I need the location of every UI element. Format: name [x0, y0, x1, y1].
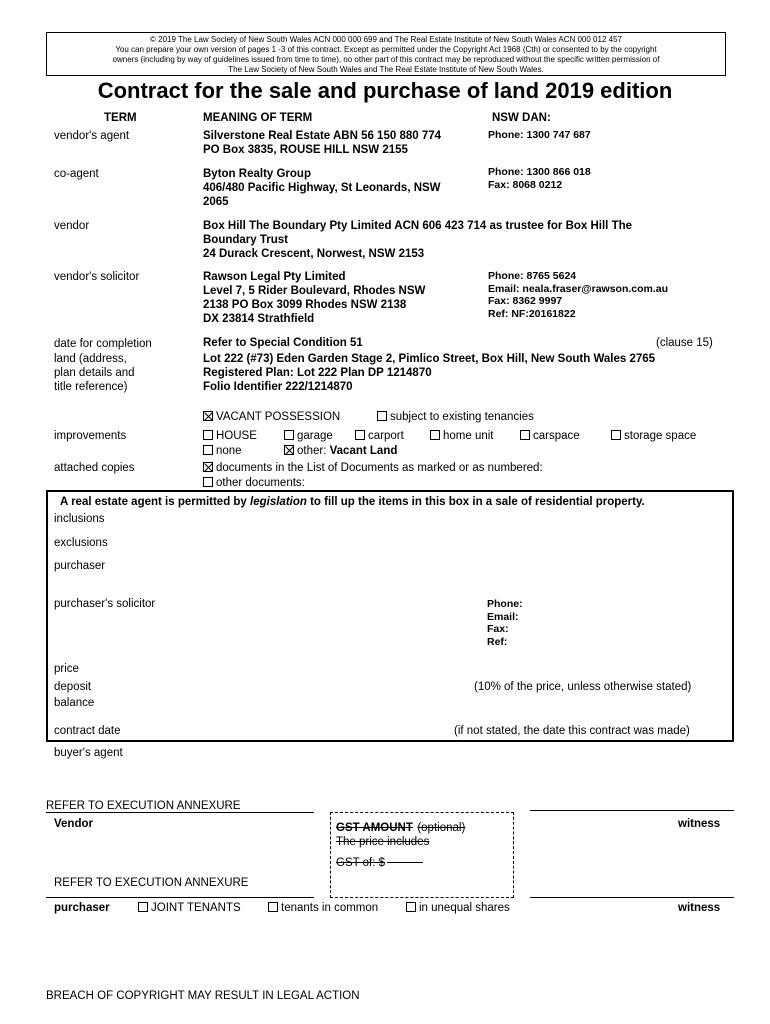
value-vendors-solicitor[interactable]: Rawson Legal Pty Limited Level 7, 5 Rider Boulevard, Rhodes NSW 2138 PO Box 3099 Rhodes NSW 2138 DX 23814 Strathfield — [203, 271, 426, 325]
checkbox-icon[interactable] — [355, 430, 365, 440]
improvement-other-value: Vacant Land — [329, 445, 398, 457]
checkbox-icon[interactable] — [138, 902, 148, 912]
deposit-note: (10% of the price, unless otherwise stated) — [474, 681, 692, 693]
checkbox-icon[interactable] — [611, 430, 621, 440]
gst-price-includes: The price includes — [336, 836, 430, 848]
copyright-line-3: owners (including by way of guidelines issued from time to time), no other part of this contract may be reproduced without the specific written permission of — [112, 55, 660, 64]
header-term: TERM — [104, 112, 137, 124]
label-inclusions: inclusions — [54, 513, 105, 525]
improvement-garage[interactable]: garage — [284, 429, 333, 443]
attached-other-option[interactable]: other documents: — [203, 476, 305, 490]
agent-box-heading: A real estate agent is permitted by legislation to fill up the items in this box in a sale of residential property. — [60, 496, 645, 508]
label-vendor: vendor — [54, 220, 90, 232]
checkbox-checked-icon[interactable] — [203, 462, 213, 472]
checkbox-icon[interactable] — [520, 430, 530, 440]
label-vendors-solicitor: vendor's solicitor — [54, 271, 140, 283]
label-co-agent: co-agent — [54, 168, 99, 180]
label-date-completion: date for completion — [54, 338, 152, 350]
label-purchaser-signature: purchaser — [54, 902, 110, 914]
copyright-line-2: You can prepare your own version of pages 1 -3 of this contract. Except as permitted under the Copyright Act 1968 (Cth) or consented to by the copyright — [115, 45, 657, 54]
witness2-signature-line — [530, 897, 734, 898]
checkbox-icon[interactable] — [406, 902, 416, 912]
improvement-carspace[interactable]: carspace — [520, 429, 580, 443]
label-purchasers-solicitor: purchaser's solicitor — [54, 598, 156, 610]
copyright-line-4: The Law Society of New South Wales and The Real Estate Institute of New South Wales. — [228, 65, 544, 74]
label-witness-2: witness — [678, 902, 721, 914]
checkbox-icon[interactable] — [377, 411, 387, 421]
label-price: price — [54, 663, 79, 675]
vendor-signature-line — [46, 812, 314, 813]
co-agent-contact: Phone: 1300 866 018 Fax: 8068 0212 — [488, 166, 591, 191]
joint-tenants-option[interactable]: JOINT TENANTS — [138, 901, 241, 915]
page-title: Contract for the sale and purchase of land 2019 edition — [97, 78, 673, 103]
tenants-in-common-option[interactable]: tenants in common — [268, 901, 378, 915]
clause-reference: (clause 15) — [656, 337, 713, 349]
improvement-home-unit[interactable]: home unit — [430, 429, 494, 443]
checkbox-icon[interactable] — [203, 430, 213, 440]
improvement-carport[interactable]: carport — [355, 429, 404, 443]
agent-box — [46, 490, 734, 742]
copyright-notice — [46, 32, 726, 76]
checkbox-icon[interactable] — [284, 430, 294, 440]
purchasers-solicitor-contact: Phone: Email: Fax: Ref: — [487, 598, 523, 648]
value-co-agent[interactable]: Byton Realty Group 406/480 Pacific Highway, St Leonards, NSW 2065 — [203, 168, 441, 208]
label-balance: balance — [54, 697, 95, 709]
improvement-none[interactable]: none — [203, 444, 242, 458]
improvement-house[interactable]: HOUSE — [203, 429, 257, 443]
gst-amount-heading: GST AMOUNT (optional) — [336, 822, 466, 834]
value-land[interactable]: Lot 222 (#73) Eden Garden Stage 2, Pimlico Street, Box Hill, New South Wales 2765 Registered Plan: Lot 222 Plan DP 1214870 Folio Identifier 222/1214870 — [203, 353, 656, 393]
label-witness-1: witness — [678, 818, 721, 830]
footer-copyright-warning: BREACH OF COPYRIGHT MAY RESULT IN LEGAL ACTION — [46, 990, 360, 1002]
unequal-shares-option[interactable]: in unequal shares — [406, 901, 510, 915]
header-nsw-dan: NSW DAN: — [492, 112, 551, 124]
checkbox-icon[interactable] — [203, 477, 213, 487]
vacant-possession-option[interactable]: VACANT POSSESSION — [203, 410, 340, 424]
label-attached-copies: attached copies — [54, 462, 135, 474]
value-vendor[interactable]: Box Hill The Boundary Pty Limited ACN 606 423 714 as trustee for Box Hill The Boundary Trust 24 Durack Crescent, Norwest, NSW 2153 — [203, 220, 633, 260]
label-purchaser: purchaser — [54, 560, 106, 572]
label-exclusions: exclusions — [54, 537, 108, 549]
improvement-storage[interactable]: storage space — [611, 429, 696, 443]
checkbox-checked-icon[interactable] — [284, 445, 294, 455]
value-date-completion[interactable]: Refer to Special Condition 51 — [203, 337, 363, 349]
label-land: land (address, plan details and title reference) — [54, 353, 135, 393]
value-vendors-agent[interactable]: Silverstone Real Estate ABN 56 150 880 774 PO Box 3835, ROUSE HILL NSW 2155 — [203, 130, 442, 156]
checkbox-icon[interactable] — [430, 430, 440, 440]
improvement-other[interactable]: other: Vacant Land — [284, 444, 397, 458]
copyright-line-1: © 2019 The Law Society of New South Wales ACN 000 000 699 and The Real Estate Institute of New South Wales ACN 000 012 457 — [150, 35, 622, 44]
label-vendor-signature: Vendor — [54, 818, 93, 830]
purchaser-signature-line — [46, 897, 314, 898]
header-meaning: MEANING OF TERM — [203, 112, 313, 124]
label-improvements: improvements — [54, 430, 127, 442]
execution-annexure-vendor: REFER TO EXECUTION ANNEXURE — [46, 800, 241, 812]
attached-documents-option[interactable]: documents in the List of Documents as marked or as numbered: — [203, 461, 543, 475]
vendors-agent-contact: Phone: 1300 747 687 — [488, 129, 591, 141]
gst-of-field[interactable]: GST of: $ — [336, 853, 423, 871]
checkbox-checked-icon[interactable] — [203, 411, 213, 421]
existing-tenancies-option[interactable]: subject to existing tenancies — [377, 410, 534, 424]
checkbox-icon[interactable] — [268, 902, 278, 912]
execution-annexure-purchaser: REFER TO EXECUTION ANNEXURE — [54, 877, 249, 889]
contract-date-note: (if not stated, the date this contract was made) — [454, 725, 690, 737]
label-contract-date: contract date — [54, 725, 121, 737]
label-deposit: deposit — [54, 681, 92, 693]
checkbox-icon[interactable] — [203, 445, 213, 455]
label-buyers-agent: buyer's agent — [54, 747, 123, 759]
vendors-solicitor-contact: Phone: 8765 5624 Email: neala.fraser@rawson.com.au Fax: 8362 9997 Ref: NF:20161822 — [488, 270, 669, 320]
label-vendors-agent: vendor's agent — [54, 130, 130, 142]
witness-signature-line — [530, 810, 734, 811]
